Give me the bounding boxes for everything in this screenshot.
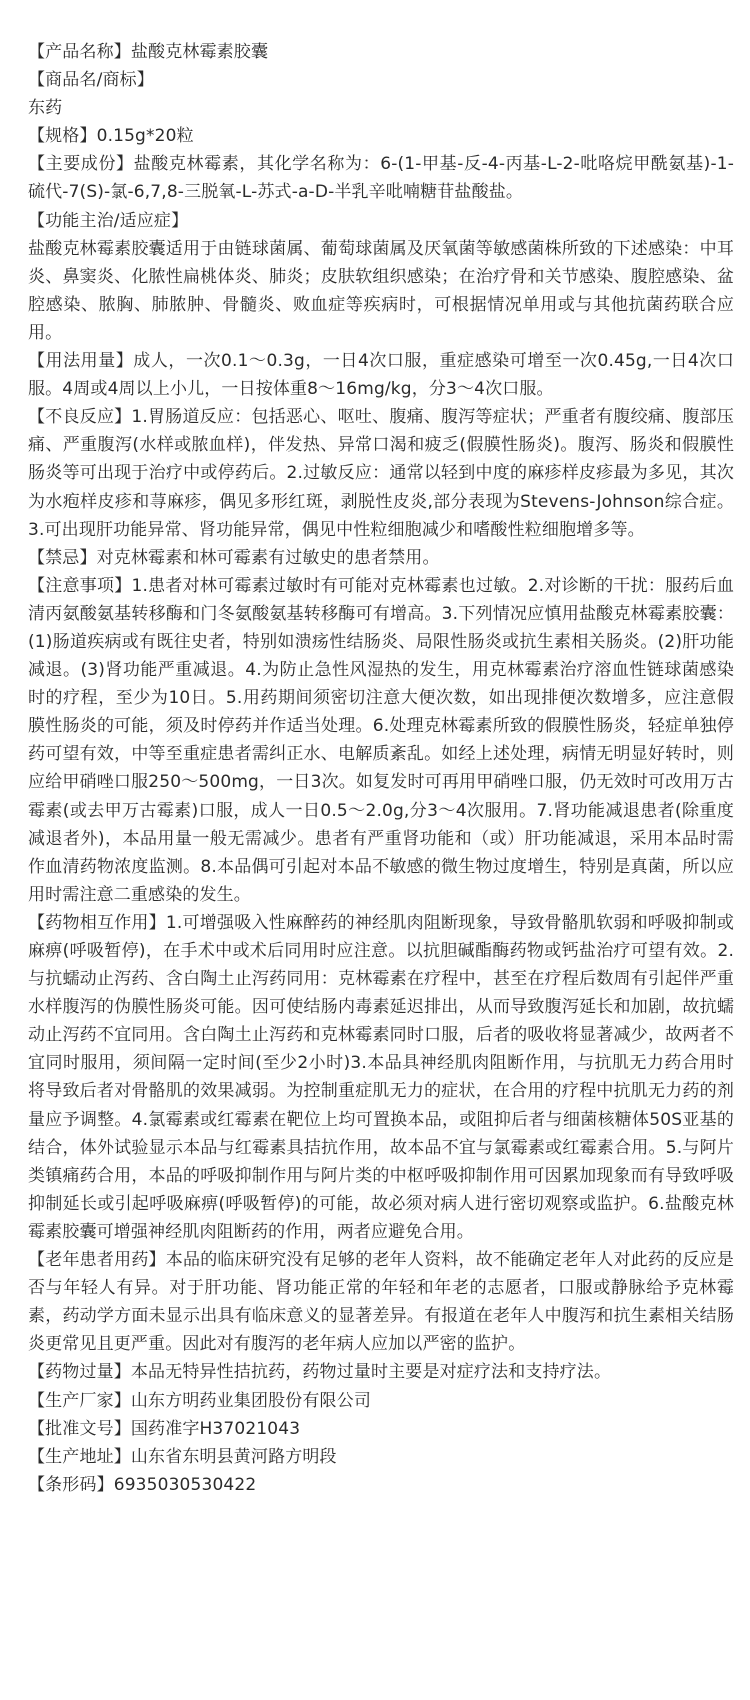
product-name: 【产品名称】盐酸克林霉素胶囊 [28, 42, 269, 62]
contraindications-section: 【禁忌】对克林霉素和林可霉素有过敏史的患者禁用。 [28, 547, 440, 568]
brand-label: 【商品名/商标】 [28, 70, 154, 91]
main-ingredients: 【主要成份】盐酸克林霉素，其化学名称为：6-(1-甲基-反-4-丙基-L-2-吡咯烷甲酰氨基)-1-硫代-7(S)-氯-6,7,8-三脱氧-L-苏式-a-D-半乳辛吡喃糖苷盐酸盐。 [28, 154, 734, 203]
overdose-section: 【药物过量】本品无特异性拮抗药，药物过量时主要是对症疗法和支持疗法。 [28, 1362, 612, 1383]
dosage-section: 【用法用量】成人，一次0.1～0.3g，一日4次口服，重症感染可增至一次0.45g,一日4次口服。4周或4周以上小儿，一日按体重8～16mg/kg，分3～4次口服。 [28, 351, 734, 400]
address-line: 【生产地址】山东省东明县黄河路方明段 [28, 1446, 337, 1467]
manufacturer-line: 【生产厂家】山东方明药业集团股份有限公司 [28, 1390, 371, 1411]
brand-value: 东药 [28, 98, 63, 119]
drug-interactions-section: 【药物相互作用】1.可增强吸入性麻醉药的神经肌肉阻断现象，导致骨骼肌软弱和呼吸抑制或麻痹(呼吸暂停)，在手术中或术后同用时应注意。以抗胆碱酯酶药物或钙盐治疗可望有效。2.与抗蠕动止泻药、含白陶土止泻药同用：克林霉素在疗程中，甚至在疗程后数周有引起伴严重水样腹泻的伪膜性肠炎可能。因可使结肠内毒素延迟排出，从而导致腹泻延长和加剧，故抗蠕动止泻药不宜同用。含白陶土止泻药和克林霉素同时口服，后者的吸收将显著减少，故两者不宜同时服用，须间隔一定时间(至少2小时)3.本品具神经肌肉阻断作用，与抗肌无力药合用时将导致后者对骨骼肌的效果减弱。为控制重症肌无力的症状，在合用的疗程中抗肌无力药的剂量应予调整。4.氯霉素或红霉素在靶位上均可置换本品，或阻抑后者与细菌核糖体50S亚基的结合，体外试验显示本品与红霉素具拮抗作用，故本品不宜与氯霉素或红霉素合用。5.与阿片类镇痛药合用，本品的呼吸抑制作用与阿片类的中枢呼吸抑制作用可因累加现象而有导致呼吸抑制延长或引起呼吸麻痹(呼吸暂停)的可能，故必须对病人进行密切观察或监护。6.盐酸克林霉素胶囊可增强神经肌肉阻断药的作用，两者应避免合用。 [28, 912, 734, 1242]
adverse-reactions-section: 【不良反应】1.胃肠道反应：包括恶心、呕吐、腹痛、腹泻等症状；严重者有腹绞痛、腹部压痛、严重腹泻(水样或脓血样)，伴发热、异常口渴和疲乏(假膜性肠炎)。腹泻、肠炎和假膜性肠炎等可出现于治疗中或停药后。2.过敏反应：通常以轻到中度的麻疹样皮疹最为多见，其次为水疱样皮疹和荨麻疹，偶见多形红斑，剥脱性皮炎,部分表现为Stevens-Johnson综合症。3.可出现肝功能异常、肾功能异常，偶见中性粒细胞减少和嗜酸性粒细胞增多等。 [28, 407, 734, 540]
indications-label: 【功能主治/适应症】 [28, 210, 189, 231]
indications-text: 盐酸克林霉素胶囊适用于由链球菌属、葡萄球菌属及厌氧菌等敏感菌株所致的下述感染：中耳炎、鼻窦炎、化脓性扁桃体炎、肺炎；皮肤软组织感染；在治疗骨和关节感染、腹腔感染、盆腔感染、脓胸、肺脓肿、骨髓炎、败血症等疾病时，可根据情况单用或与其他抗菌药联合应用。 [28, 238, 734, 343]
approval-number-line: 【批准文号】国药准字H37021043 [28, 1418, 301, 1439]
precautions-section: 【注意事项】1.患者对林可霉素过敏时有可能对克林霉素也过敏。2.对诊断的干扰：服药后血清丙氨酸氨基转移酶和门冬氨酸氨基转移酶可有增高。3.下列情况应慎用盐酸克林霉素胶囊：(1)肠道疾病或有既往史者，特别如溃疡性结肠炎、局限性肠炎或抗生素相关肠炎。(2)肝功能减退。(3)肾功能严重减退。4.为防止急性风湿热的发生，用克林霉素治疗溶血性链球菌感染时的疗程，至少为10日。5.用药期间须密切注意大便次数，如出现排便次数增多，应注意假膜性肠炎的可能，须及时停药并作适当处理。6.处理克林霉素所致的假膜性肠炎，轻症单独停药可望有效，中等至重症患者需纠正水、电解质紊乱。如经上述处理，病情无明显好转时，则应给甲硝唑口服250～500mg，一日3次。如复发时可再用甲硝唑口服，仍无效时可改用万古霉素(或去甲万古霉素)口服，成人一日0.5～2.0g,分3～4次服用。7.肾功能减退患者(除重度减退者外)，本品用量一般无需减少。患者有严重肾功能和（或）肝功能减退，采用本品时需作血清药物浓度监测。8.本品偶可引起对本品不敏感的微生物过度增生，特别是真菌，所以应用时需注意二重感染的发生。 [28, 575, 734, 905]
barcode-line: 【条形码】6935030530422 [28, 1474, 257, 1495]
elderly-use-section: 【老年患者用药】本品的临床研究没有足够的老年人资料，故不能确定老年人对此药的反应是否与年轻人有异。对于肝功能、肾功能正常的年轻和年老的志愿者，口服或静脉给予克林霉素，药动学方面未显示出具有临床意义的显著差异。有报道在老年人中腹泻和抗生素相关结肠炎更常见且更严重。因此对有腹泻的老年病人应加以严密的监护。 [28, 1250, 734, 1355]
specification: 【规格】0.15g*20粒 [28, 126, 194, 147]
